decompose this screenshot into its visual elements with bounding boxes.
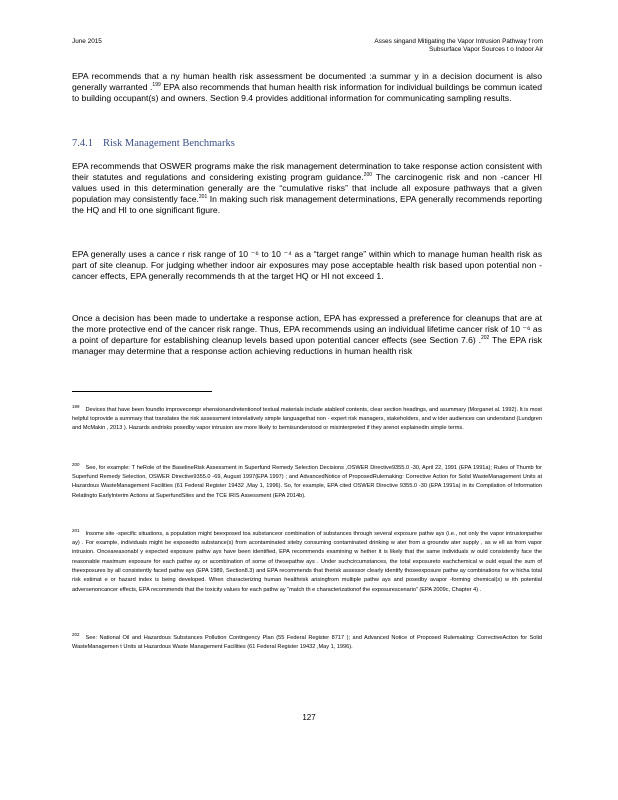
paragraph-text: EPA generally uses a cance r risk range of 10 ⁻⁶ to 10 ⁻⁴ as a “target range” within which to manage human health risk as part of site cleanup. For judging whether indoor air exposures may pose acceptable health risk based upon potential non -cancer effects, EPA generally recommends th at the target HQ or HI not exceed 1. (72, 249, 542, 281)
paragraph-text: In making such risk management determinations, EPA generally recommends reporting the HQ and HI to one significant figure. (72, 194, 542, 215)
footnote-201 (72, 526, 542, 595)
footnote-number: 201 (72, 528, 80, 533)
header-title-line1: Asses singand Mitigating the Vapor Intrusion Pathway f rom (374, 38, 543, 45)
section-title: Risk Management Benchmarks (103, 138, 235, 149)
paragraph-text: EPA recommends that a ny human health risk assessment be documented :a summar y in a decision document is also generally warranted . (72, 71, 542, 92)
footnote-text: See: National Oil and Hazardous Substances Pollution Contingency Plan (55 Federal Register 8717 ); and Advanced Notice of Proposed Rulemaking: CorrectiveAction for Solid WasteManagemen t Units at Hazardous Waste Management Facilities (61 Federal Register 19432 ,May 1, 1996). (72, 634, 542, 651)
header-title-line2: Subsurface Vapor Sources t o Indoor Air (429, 46, 543, 53)
footnote-ref: 200 (363, 172, 373, 179)
section-heading (72, 138, 235, 149)
page-number: 127 (302, 713, 316, 722)
footnote-number: 200 (72, 462, 80, 467)
paragraph-target-range (72, 249, 542, 282)
paragraph-text: The EPA risk manager may determine that a response action achieving reductions in human health risk (72, 335, 542, 356)
paragraph-oswer-programs (72, 161, 542, 216)
footnote-ref: 202 (481, 335, 490, 342)
header-date: June 2015 (72, 38, 102, 45)
paragraph-text: Once a decision has been made to undertake a response action, EPA has expressed a preference for cleanups that are at the more protective end of the cancer risk range. Thus, EPA recommends using an individual lifetime cancer risk of 10 ⁻⁶ as a point of departure for establishing cleanup levels based upon potential cancer effects (see Section 7.6) . (72, 313, 542, 345)
paragraph-text: EPA recommends that OSWER programs make the risk management determination to take response action consistent with their statutes and regulations and considering existing program guidance. (72, 161, 542, 182)
footnote-199 (72, 402, 542, 434)
footnote-text: See, for example: T heRole of the BaselineRisk Assessment in Superfund Remedy Selection Decisions ,OSWER Directive9355.0 -30, April 22, 1991 (EPA 1991a); Rules of Thumb for Superfund Remedy Selection, OSWER Directive9355.0 -69, August 1997(EPA 1997) ; and AdvancedNotice of ProposedRulemaking: Corrective Action for Solid WasteManagement Units at Hazardous WasteManagement Facilities (61 Federal Register 19432 ,May 1, 1996). So, for example, EPA cited OSWER Directive 9355.0 -30 (EPA 1991a) in its Compilation of Information Relatingto EarlyInterim Actions at SuperfundSites and the TCE IRIS Assessment (EPA 2014b). (72, 464, 542, 499)
footnote-text: Devices that have been foundto improvecompr ehensionandretentionof textual materials include atableof contents, clear section headings, and asummary (Morganet al. 1992). It is most helpful toprovide a summary that translates the risk assessment intorelatively simple languagethat non - expert risk managers, stakeholders, and w ider audiences can understand (Lundgren and McMakin , 2013 ). Hazards andrisks posedby vapor intrusion are more likely to bemisunderstood or misinterpreted if they arenot explainedin simple terms. (72, 406, 542, 432)
running-header (72, 38, 543, 54)
header-title (263, 38, 543, 54)
paragraph-risk-documentation (72, 71, 542, 104)
paragraph-cleanup-preference (72, 313, 542, 357)
footnote-separator (72, 391, 212, 392)
paragraph-text: EPA also recommends that human health risk information for individual buildings be commun icated to building occupant(s) and owners. Section 9.4 provides additional information for communicating sampling results. (72, 82, 542, 103)
footnote-number: 199 (72, 404, 80, 409)
footnote-200 (72, 460, 542, 501)
footnote-202 (72, 630, 542, 652)
footnote-ref: 199 (152, 82, 161, 89)
footnote-ref: 201 (198, 194, 208, 201)
paragraph-text: The carcinogenic risk and non -cancer HI values used in this determination generally are the “cumulative risks” that include all exposure pathways that a given population may consistently face. (72, 172, 543, 204)
footnote-number: 202 (72, 632, 80, 637)
section-number: 7.4.1 (72, 138, 93, 149)
footnote-text: Insome site -specific situations, a population might beexposed toa substanceor combination of substances through several exposure pathw ays (i.e., not only the vapor intrusionpathw ay) . For example, individuals might be exposedto substance(s) from acontaminated siteby consuming contaminated drinking w ater from a groundw ater supply , as w ell as from vapor intrusion. Onceareasonabl y expected exposure pathw ays have been identified, EPA recommends examining w hether it is likely that the same individuals w ould consistently face the reasonable maximum exposure for each pathw ay or acombination of some of thesepathw ays . Under suchcircumstances, the total exposureto eachchemical w ould equal the sum of theexposures by all consistently faced pathw ays (EPA 1989, Section8.3) and EPA recommends that therisk assessor clearly identify thoseexposure pathw ay combinations for w hicha total risk estimat e or hazard index is being developed. When characterizing human healthrisk arisingfrom multiple pathw ays and posedby avapor -forming chemical(s) w ith potential adversenoncancer effects, EPA recommends that the toxicity values for each pathw ay “match th e characterizationof the exposurescenario” (EPA 2009c, Chapter 4) . (72, 530, 542, 593)
